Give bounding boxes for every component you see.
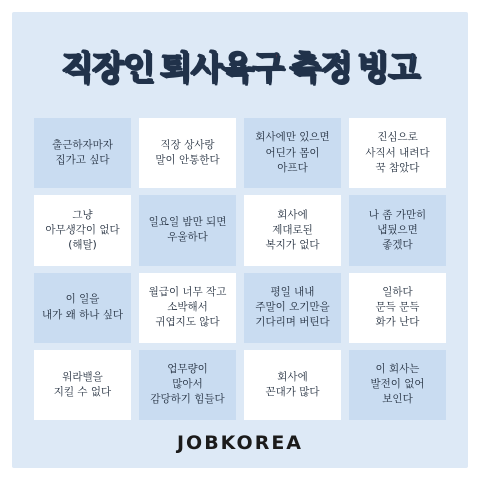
title-word-measure: 측정 [289,47,352,87]
bingo-cell: 일하다 문득 문득 화가 난다 [349,273,446,343]
bingo-cell: 이 회사는 발전이 없어 보인다 [349,350,446,420]
bingo-cell: 이 일을 내가 왜 하나 싶다 [34,273,131,343]
bingo-cell: 평일 내내 주말이 오기만을 기다리며 버틴다 [244,273,341,343]
page-title [0,40,480,90]
title-word-workers: 직장인 [61,47,154,87]
bingo-cell: 직장 상사랑 말이 안통한다 [139,118,236,188]
bingo-cell: 출근하자마자 집가고 싶다 [34,118,131,188]
bingo-cell: 나 좀 가만히 냅뒀으면 좋겠다 [349,195,446,265]
bingo-cell: 워라밸을 지킬 수 없다 [34,350,131,420]
bingo-cell: 일요일 밤만 되면 우울하다 [139,195,236,265]
bingo-cell: 진심으로 사직서 내려다 꾹 참았다 [349,118,446,188]
bingo-cell: 그냥 아무생각이 없다 (해탈) [34,195,131,265]
bingo-grid [34,118,446,420]
bingo-cell: 회사에 제대로된 복지가 없다 [244,195,341,265]
bingo-cell: 회사에만 있으면 어딘가 몸이 아프다 [244,118,341,188]
title-word-resignation-desire: 퇴사욕구 [159,47,284,87]
bingo-cell: 업무량이 많아서 감당하기 힘들다 [139,350,236,420]
title-word-bingo: 빙고 [357,47,419,87]
bingo-cell: 회사에 꼰대가 많다 [244,350,341,420]
jobkorea-logo: JOBKOREA [176,432,304,454]
bingo-cell: 월급이 너무 작고 소박해서 귀엽지도 않다 [139,273,236,343]
